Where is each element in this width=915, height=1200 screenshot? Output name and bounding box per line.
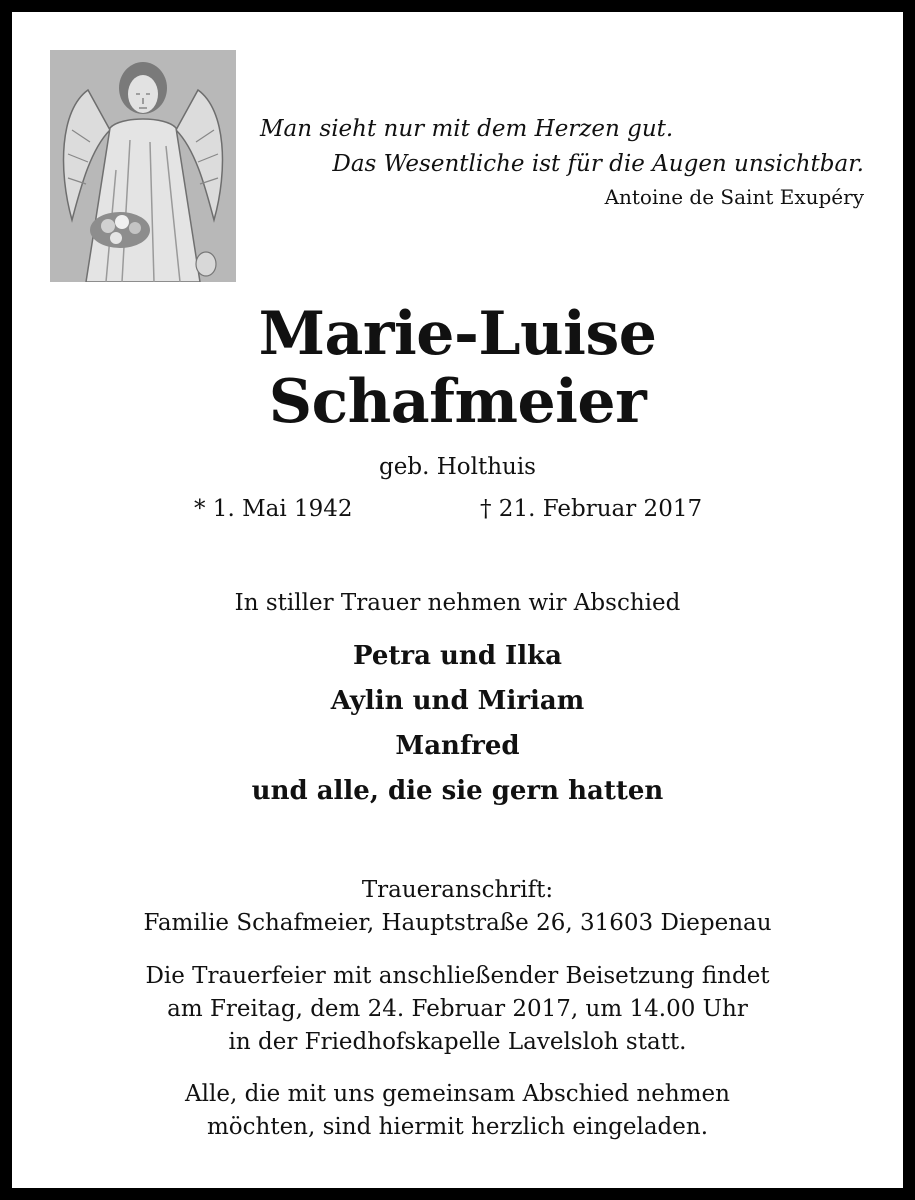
invitation-line: Alle, die mit uns gemeinsam Abschied nehmen [185, 1081, 730, 1107]
mourner-item: Petra und Ilka [353, 641, 562, 671]
quote-block [242, 112, 864, 212]
ceremony-line: am Freitag, dem 24. Februar 2017, um 14.00 Uhr [167, 996, 748, 1022]
quote-author: Antoine de Saint Exupéry [604, 185, 864, 209]
birth-date: * 1. Mai 1942 [194, 496, 353, 522]
mourner-item: und alle, die sie gern hatten [251, 776, 664, 806]
mourner-item: Manfred [395, 731, 520, 761]
angel-statue-photo [50, 50, 236, 282]
last-name: Schafmeier [268, 367, 647, 437]
born-name: geb. Holthuis [379, 454, 536, 480]
ceremony-info [12, 960, 903, 1059]
obituary-notice [12, 12, 903, 1188]
invitation [12, 1078, 903, 1144]
address-value: Familie Schafmeier, Hauptstraße 26, 31603 Diepenau [143, 910, 772, 936]
address-label: Traueranschrift: [361, 877, 554, 903]
ceremony-line: in der Friedhofskapelle Lavelsloh statt. [228, 1029, 687, 1055]
deceased-name [12, 300, 903, 436]
first-name: Marie-Luise [258, 299, 657, 369]
quote-line-2: Das Wesentliche ist für die Augen unsichtbar. [332, 151, 864, 177]
quote-line-1: Man sieht nur mit dem Herzen gut. [260, 116, 674, 142]
mourning-address [12, 874, 903, 940]
mourning-line: In stiller Trauer nehmen wir Abschied [234, 590, 681, 616]
invitation-line: möchten, sind hiermit herzlich eingeladen. [206, 1114, 709, 1140]
mourner-item: Aylin und Miriam [330, 686, 585, 716]
angel-statue-icon [50, 50, 236, 282]
ceremony-line: Die Trauerfeier mit anschließender Beisetzung findet [145, 963, 770, 989]
mourners-list [12, 634, 903, 814]
death-date: † 21. Februar 2017 [480, 496, 703, 522]
